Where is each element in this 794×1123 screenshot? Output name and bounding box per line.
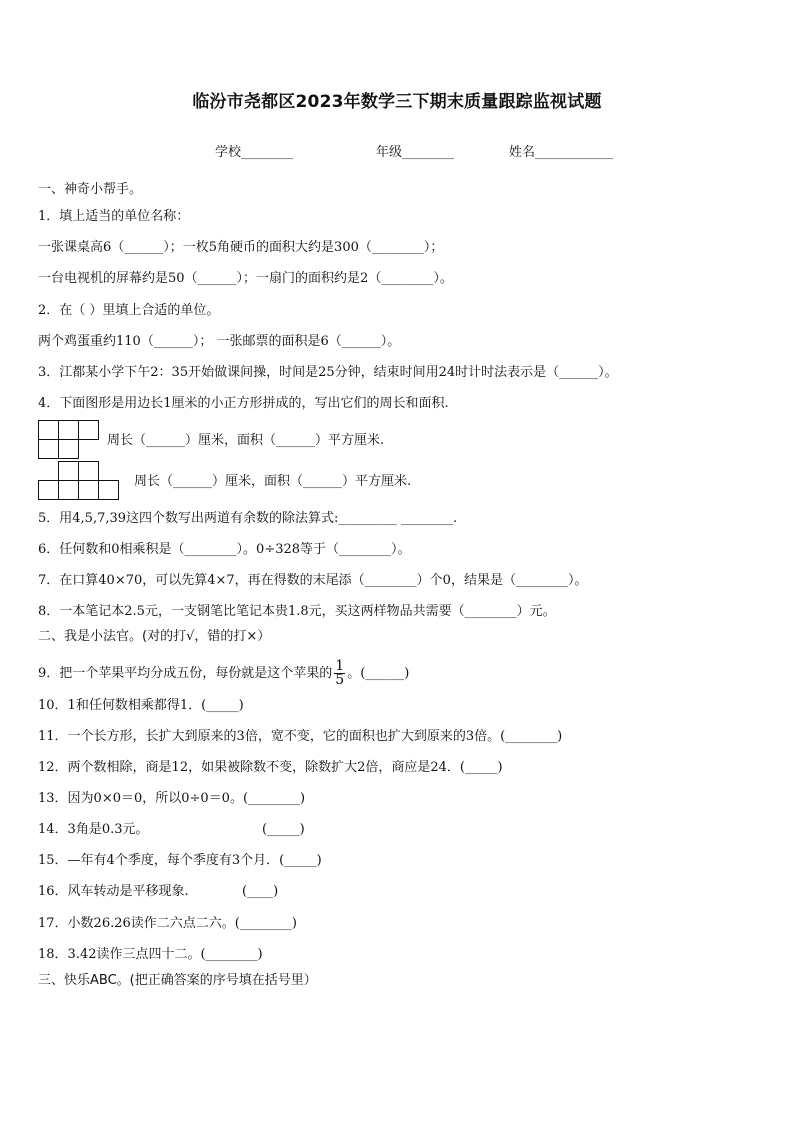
question-14: 14．3角是0.3元。: [38, 822, 149, 837]
grade-field: 年级________: [376, 145, 455, 160]
question-4: 4．下面图形是用边长1厘米的小正方形拼成的，写出它们的周长和面积.: [38, 396, 449, 411]
question-12: 12．两个数相除，商是12，如果被除数不变，除数扩大2倍，商应是24．(_____): [38, 760, 503, 775]
section3-heading: 三、快乐ABC。(把正确答案的序号填在括号里）: [38, 973, 317, 988]
question-16: 16．风车转动是平移现象.: [38, 884, 189, 899]
question-5: 5．用4,5,7,39这四个数写出两道有余数的除法算式:_________ ________.: [38, 511, 458, 526]
grid-figure-1: [38, 420, 100, 460]
name-field: 姓名____________: [509, 145, 614, 160]
question-2-line1: 两个鸡蛋重约110（______）； 一张邮票的面积是6（______）。: [38, 334, 401, 349]
fraction-denominator: 5: [335, 672, 345, 688]
grid-figure-2: [38, 461, 120, 501]
question-13: 13．因为0×0＝0，所以0÷0＝0。(________): [38, 791, 306, 806]
question-9: [38, 660, 409, 687]
section1-heading: 一、神奇小帮手。: [38, 182, 143, 197]
question-4-figure2-text: 周长（______）厘米，面积（______）平方厘米.: [134, 474, 412, 489]
question-16-blank: (____): [242, 884, 279, 899]
question-9-text: 9．把一个苹果平均分成五份，每份就是这个苹果的: [38, 666, 333, 681]
question-15: 15．—年有4个季度，每个季度有3个月．(_____): [38, 853, 322, 868]
question-1-line1: 一张课桌高6（______）；一枚5角硬币的面积大约是300（________）；: [38, 240, 444, 255]
question-11: 11．一个长方形，长扩大到原来的3倍，宽不变，它的面积也扩大到原来的3倍。(________): [38, 729, 563, 744]
question-9-blank: 。(______): [347, 666, 410, 681]
question-2: 2．在（ ）里填上合适的单位。: [38, 303, 220, 318]
question-14-blank: (_____): [262, 822, 305, 837]
page-title: 临汾市尧都区2023年数学三下期末质量跟踪监视试题: [192, 92, 602, 112]
question-17: 17．小数26.26读作二六点二六。(________): [38, 916, 297, 931]
question-18: 18．3.42读作三点四十二。(________): [38, 947, 263, 962]
question-10: 10．1和任何数相乘都得1．(_____): [38, 698, 244, 713]
question-6: 6．任何数和0相乘积是（________）。0÷328等于（________）。: [38, 542, 411, 557]
question-8: 8．一本笔记本2.5元，一支钢笔比笔记本贵1.8元，买这两样物品共需要（________）元。: [38, 604, 556, 619]
question-1: 1．填上适当的单位名称：: [38, 209, 190, 224]
section2-heading: 二、我是小法官。(对的打√，错的打×）: [38, 629, 271, 644]
school-field: 学校________: [215, 145, 294, 160]
question-3: 3．江都某小学下午2：35开始做课间操，时间是25分钟，结束时间用24时计时法表示是（______）。: [38, 365, 618, 380]
question-7: 7．在口算40×70，可以先算4×7，再在得数的末尾添（________）个0，结果是（________）。: [38, 573, 588, 588]
question-4-figure1-text: 周长（______）厘米，面积（______）平方厘米.: [107, 433, 385, 448]
fraction-numerator: 1: [335, 658, 345, 674]
fraction-one-fifth: [334, 660, 345, 687]
question-1-line2: 一台电视机的屏幕约是50（______）；一扇门的面积约是2（________）。: [38, 271, 453, 286]
